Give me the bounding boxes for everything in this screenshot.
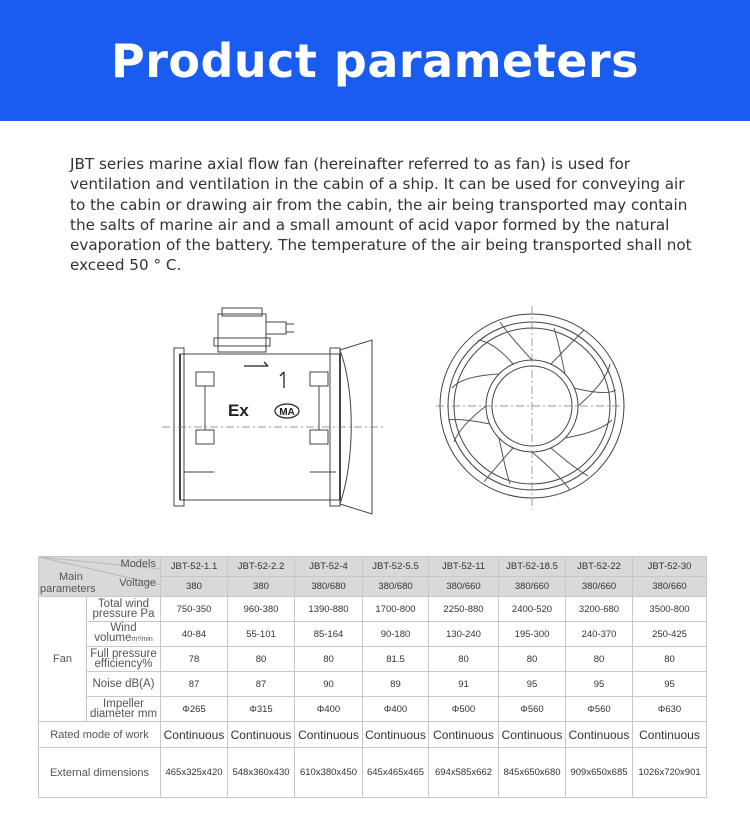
wind-volume-row [39, 622, 707, 647]
value-cell: 40-84 [161, 622, 228, 647]
voltage-cell: 380/680 [295, 577, 363, 597]
value-cell: 90-180 [363, 622, 429, 647]
value-cell: Continuous [363, 722, 429, 748]
value-cell: Φ560 [499, 697, 566, 722]
corner-main-label: Main [59, 571, 83, 583]
full-pressure-efficiency-row [39, 647, 707, 672]
value-cell: 87 [228, 672, 295, 697]
value-cell: 90 [295, 672, 363, 697]
value-cell: Φ500 [429, 697, 499, 722]
value-cell: 1026x720x901 [633, 748, 707, 798]
corner-parameters-label: parameters [40, 583, 96, 595]
value-cell: Continuous [429, 722, 499, 748]
parameters-table [38, 556, 707, 798]
value-cell: Φ630 [633, 697, 707, 722]
model-cell: JBT-52-5.5 [363, 557, 429, 577]
value-cell: 55-101 [228, 622, 295, 647]
value-cell: 130-240 [429, 622, 499, 647]
model-cell: JBT-52-1.1 [161, 557, 228, 577]
value-cell: Φ315 [228, 697, 295, 722]
value-cell: Φ400 [363, 697, 429, 722]
value-cell: 610x380x450 [295, 748, 363, 798]
value-cell: 3200-680 [566, 597, 633, 622]
value-cell: 845x650x680 [499, 748, 566, 798]
row-label: Full pressure efficiency% [87, 647, 161, 672]
voltage-cell: 380 [161, 577, 228, 597]
value-cell: 909x650x685 [566, 748, 633, 798]
value-cell: Continuous [228, 722, 295, 748]
model-cell: JBT-52-11 [429, 557, 499, 577]
model-cell: JBT-52-2.2 [228, 557, 295, 577]
value-cell: 80 [228, 647, 295, 672]
model-cell: JBT-52-18.5 [499, 557, 566, 577]
value-cell: 548x360x430 [228, 748, 295, 798]
value-cell: 645x465x465 [363, 748, 429, 798]
value-cell: 465x325x420 [161, 748, 228, 798]
total-wind-pressure-row [39, 597, 707, 622]
model-cell: JBT-52-22 [566, 557, 633, 577]
value-cell: Φ400 [295, 697, 363, 722]
value-cell: 80 [633, 647, 707, 672]
value-cell: 80 [566, 647, 633, 672]
rated-mode-row [39, 722, 707, 748]
value-cell: 95 [633, 672, 707, 697]
value-cell: 85-164 [295, 622, 363, 647]
external-dimensions-label: External dimensions [39, 748, 161, 798]
value-cell: Continuous [161, 722, 228, 748]
value-cell: 2400-520 [499, 597, 566, 622]
fan-technical-drawing [160, 300, 630, 515]
value-cell: Continuous [633, 722, 707, 748]
ma-mark: MA [279, 407, 295, 418]
value-cell: 95 [499, 672, 566, 697]
row-label: Total wind pressure Pa [87, 597, 161, 622]
value-cell: 80 [295, 647, 363, 672]
model-cell: JBT-52-4 [295, 557, 363, 577]
models-row [39, 557, 707, 577]
value-cell: 87 [161, 672, 228, 697]
value-cell: 89 [363, 672, 429, 697]
value-cell: Continuous [295, 722, 363, 748]
voltage-cell: 380/660 [499, 577, 566, 597]
value-cell: Continuous [566, 722, 633, 748]
corner-voltage-label: Voltage [119, 577, 156, 589]
value-cell: 960-380 [228, 597, 295, 622]
table-corner-header [39, 557, 161, 597]
value-cell: Φ265 [161, 697, 228, 722]
value-cell: 195-300 [499, 622, 566, 647]
value-cell: 80 [499, 647, 566, 672]
value-cell: 78 [161, 647, 228, 672]
value-cell: 2250-880 [429, 597, 499, 622]
value-cell: 91 [429, 672, 499, 697]
value-cell: 1700-800 [363, 597, 429, 622]
value-cell: 3500-800 [633, 597, 707, 622]
value-cell: Continuous [499, 722, 566, 748]
value-cell: 750-350 [161, 597, 228, 622]
value-cell: 80 [429, 647, 499, 672]
page-title: Product parameters [110, 33, 640, 88]
value-cell: 240-370 [566, 622, 633, 647]
voltage-cell: 380 [228, 577, 295, 597]
row-label: Wind volumem³/min [87, 622, 161, 647]
value-cell: 250-425 [633, 622, 707, 647]
voltage-cell: 380/680 [363, 577, 429, 597]
model-cell: JBT-52-30 [633, 557, 707, 577]
external-dimensions-row [39, 748, 707, 798]
voltage-cell: 380/660 [429, 577, 499, 597]
row-label: Noise dB(A) [87, 672, 161, 697]
noise-row [39, 672, 707, 697]
voltage-cell: 380/660 [633, 577, 707, 597]
value-cell: 1390-880 [295, 597, 363, 622]
title-banner [0, 0, 750, 121]
impeller-diameter-row [39, 697, 707, 722]
product-description: JBT series marine axial flow fan (hereinafter referred to as fan) is used for ventilation and ventilation in the cabin of a ship. It can be used for conveying air to the cabin or drawing air from the cabin, the air being transported may contain the salts of marine air and a small amount of acid vapor formed by the natural evaporation of the battery. The temperature of the air being transported shall not exceed 50 ° C. [70, 155, 692, 275]
rated-mode-label: Rated mode of work [39, 722, 161, 748]
corner-models-label: Models [120, 558, 156, 570]
value-cell: Φ560 [566, 697, 633, 722]
value-cell: 95 [566, 672, 633, 697]
value-cell: 694x585x662 [429, 748, 499, 798]
fan-group-label: Fan [39, 597, 87, 722]
row-label: Impeller diameter mm [87, 697, 161, 722]
voltage-cell: 380/660 [566, 577, 633, 597]
value-cell: 81.5 [363, 647, 429, 672]
ex-mark: Ex [228, 401, 249, 420]
